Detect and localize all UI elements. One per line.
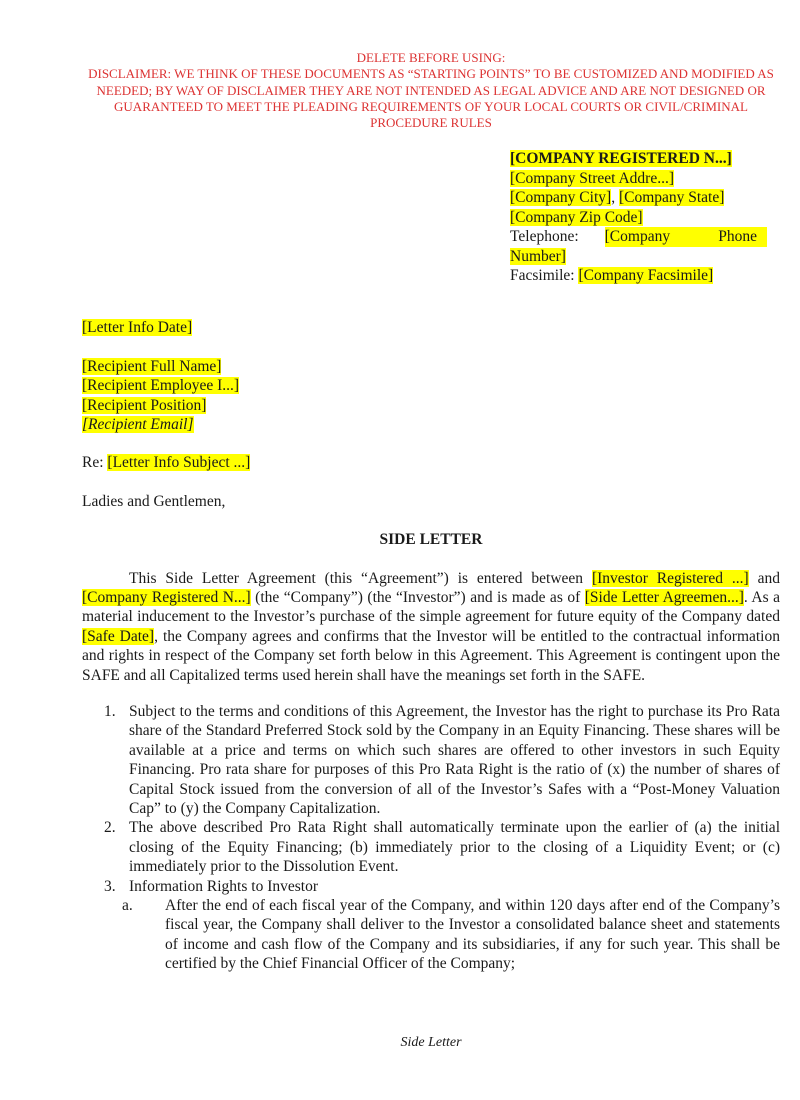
recipient-position: [Recipient Position] bbox=[82, 396, 207, 414]
list-item-2 bbox=[104, 818, 780, 876]
list-text-3: Information Rights to Investor bbox=[129, 877, 318, 895]
list-text-1: Subject to the terms and conditions of this Agreement, the Investor has the right to purchase its Pro Rata share of the Standard Preferred Stock sold by the Company in an Equity Financing. These shares will be available at a price and terms on which such shares are offered to other investors in such Equity Financing. Pro rata share for purposes of this Pro Rata Right is the ratio of (x) the number of shares of Capital Stock issued from the conversion of all of the Investor’s Safes with a “Post-Money Valuation Cap” to (y) the Company Capitalization. bbox=[129, 703, 780, 818]
paragraph-text: . As a material inducement to the Investor’s purchase of the simple agreement for future equity of the Company dated bbox=[82, 588, 780, 626]
telephone-spacer bbox=[579, 227, 605, 246]
list-marker-3: 3. bbox=[104, 877, 116, 895]
re-line: Re: [Letter Info Subject ...] bbox=[82, 454, 251, 472]
disclaimer-line1: DELETE BEFORE USING: bbox=[356, 50, 506, 65]
company-phone-wrap-line bbox=[510, 247, 780, 266]
placeholder-highlight: [Safe Date] bbox=[82, 627, 155, 645]
letter-title: SIDE LETTER bbox=[379, 531, 483, 549]
salutation: Ladies and Gentlemen, bbox=[82, 492, 226, 510]
recipient-employee-id: [Recipient Employee I...] bbox=[82, 377, 240, 395]
disclaimer-block bbox=[82, 50, 780, 131]
facsimile-label: Facsimile: bbox=[510, 266, 579, 284]
recipient-email: [Recipient Email] bbox=[82, 415, 194, 433]
recipient-block bbox=[82, 357, 780, 435]
company-zip: [Company Zip Code] bbox=[510, 208, 643, 226]
recipient-full-name: [Recipient Full Name] bbox=[82, 357, 222, 375]
sub-list-item-a bbox=[122, 896, 780, 974]
list-item-3 bbox=[104, 877, 780, 896]
numbered-list bbox=[82, 702, 780, 974]
paragraph-text: , the Company agrees and confirms that the Investor will be entitled to the contractual information and rights in respect of the Company set forth below in this Agreement. This Agreement is contingent upon the SAFE and all Capitalized terms used herein shall have the meanings set forth in the SAFE. bbox=[82, 627, 780, 684]
telephone-label: Telephone: bbox=[510, 228, 579, 246]
placeholder-highlight: [Investor Registered ...] bbox=[591, 569, 749, 587]
company-address-block bbox=[510, 149, 780, 285]
list-item-1 bbox=[104, 702, 780, 818]
sub-list-marker-a: a. bbox=[122, 897, 133, 915]
sub-list-text-a: After the end of each fiscal year of the Company, and within 120 days after end of the Company’s fiscal year, the Company shall deliver to the Investor a consolidated balance sheet and statements of income and cash flow of the Company and its subsidiaries, if any for such year. This shall be certified by the Chief Financial Officer of the Company; bbox=[165, 897, 780, 973]
list-text-2: The above described Pro Rata Right shall automatically terminate upon the earlier of (a) the initial closing of the Equity Financing; (b) immediately prior to the closing of a Liquidity Event; or (c) immediately prior to the Dissolution Event. bbox=[129, 819, 780, 876]
phone-word-1: [Company bbox=[604, 228, 671, 246]
placeholder-highlight: [Company Registered N...] bbox=[82, 588, 251, 606]
company-telephone-line bbox=[510, 227, 780, 246]
company-phone-highlight bbox=[605, 227, 767, 246]
paragraph-text: This Side Letter Agreement (this “Agreement”) is entered between bbox=[129, 569, 592, 587]
body-paragraph-1 bbox=[82, 569, 780, 685]
company-city-state: [Company City], [Company State] bbox=[510, 189, 725, 207]
placeholder-highlight: [Side Letter Agreemen...] bbox=[584, 588, 744, 606]
paragraph-text: and bbox=[748, 569, 780, 587]
list-marker-2: 2. bbox=[104, 819, 116, 837]
disclaimer-body: DISCLAIMER: WE THINK OF THESE DOCUMENTS AS “STARTING POINTS” TO BE CUSTOMIZED AND MODIFIED AS NEEDED; BY WAY OF DISCLAIMER THEY ARE NOT INTENDED AS LEGAL ADVICE AND ARE NOT DESIGNED OR GUARANTEED TO MEET THE PLEADING REQUIREMENTS OF YOUR LOCAL COURTS OR CIVIL/CRIMINAL PROCEDURE RULES bbox=[88, 66, 774, 131]
paragraph-text: (the “Company”) (the “Investor”) and is made as of bbox=[250, 588, 585, 606]
page-footer: Side Letter bbox=[400, 1035, 462, 1050]
company-registered-name: [COMPANY REGISTERED N...] bbox=[510, 150, 732, 168]
phone-word-2: Phone bbox=[718, 228, 757, 246]
letter-date: [Letter Info Date] bbox=[82, 319, 193, 337]
phone-word-3: Number] bbox=[510, 247, 566, 265]
list-marker-1: 1. bbox=[104, 703, 116, 721]
company-facsimile-line: Facsimile: [Company Facsimile] bbox=[510, 266, 714, 284]
re-label: Re: bbox=[82, 454, 108, 472]
company-street: [Company Street Addre...] bbox=[510, 169, 675, 187]
